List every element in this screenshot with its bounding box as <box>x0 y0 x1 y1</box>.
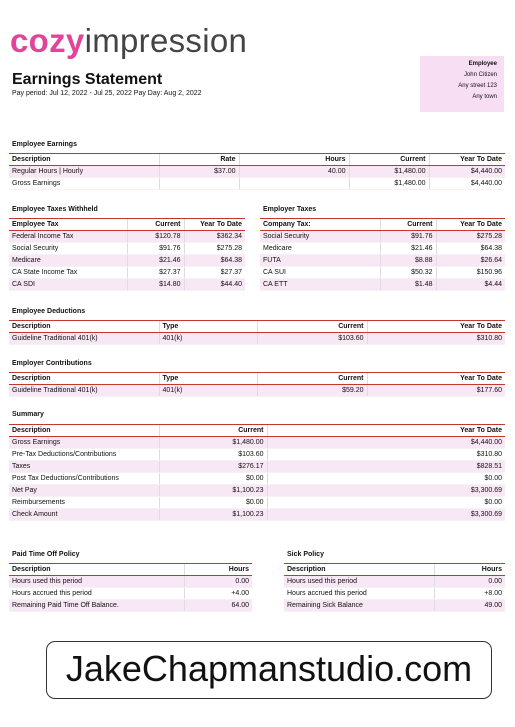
employer-taxes-table <box>260 218 505 291</box>
table-row <box>9 178 505 190</box>
table-row <box>9 509 505 521</box>
column-header: Year To Date <box>184 219 245 231</box>
table-cell: $0.00 <box>267 497 505 509</box>
table-cell: Regular Hours | Hourly <box>9 166 159 178</box>
section-title-employee-deductions: Employee Deductions <box>12 308 86 315</box>
table-row <box>284 588 505 600</box>
table-header-row <box>9 219 245 231</box>
table-cell: Guideline Traditional 401(k) <box>9 385 159 397</box>
table-cell: 0.00 <box>434 576 505 588</box>
table-row <box>9 600 252 612</box>
table-row <box>9 461 505 473</box>
table-cell: 40.00 <box>239 166 349 178</box>
table-cell: CA ETT <box>260 279 380 291</box>
section-title-employer-contributions: Employer Contributions <box>12 360 92 367</box>
table-cell: $0.00 <box>159 497 267 509</box>
table-cell: $3,300.69 <box>267 485 505 497</box>
table-cell: $177.60 <box>367 385 505 397</box>
employee-taxes-table <box>9 218 245 291</box>
watermark-banner: JakeChapmanstudio.com <box>46 641 492 699</box>
table-cell: $276.17 <box>159 461 267 473</box>
table-cell: $21.46 <box>127 255 184 267</box>
column-header: Year To Date <box>367 321 505 333</box>
employee-street: Any street 123 <box>458 83 497 89</box>
table-cell: $64.38 <box>184 255 245 267</box>
table-cell: $0.00 <box>267 473 505 485</box>
table-cell: $1,100.23 <box>159 509 267 521</box>
table-cell: $59.20 <box>257 385 367 397</box>
table-cell: CA SDI <box>9 279 127 291</box>
column-header: Current <box>257 373 367 385</box>
table-cell <box>239 178 349 190</box>
employee-info-box <box>420 56 504 112</box>
employee-heading: Employee <box>468 61 497 67</box>
column-header: Company Tax: <box>260 219 380 231</box>
table-row <box>9 385 505 397</box>
brand-logo-part1: cozy <box>10 22 85 59</box>
table-cell: Social Security <box>260 231 380 243</box>
table-cell: Hours accrued this period <box>284 588 434 600</box>
column-header: Current <box>349 154 429 166</box>
table-cell: $50.32 <box>380 267 436 279</box>
column-header: Description <box>9 154 159 166</box>
page-title: Earnings Statement <box>12 71 163 88</box>
column-header: Current <box>257 321 367 333</box>
pto-table <box>9 563 252 612</box>
table-cell: $120.78 <box>127 231 184 243</box>
table-cell: Hours used this period <box>9 576 184 588</box>
table-cell: $8.88 <box>380 255 436 267</box>
table-row <box>9 437 505 449</box>
earnings-table <box>9 153 505 190</box>
table-cell: Gross Earnings <box>9 178 159 190</box>
column-header: Employee Tax <box>9 219 127 231</box>
table-cell: Post Tax Deductions/Contributions <box>9 473 159 485</box>
table-cell: $91.76 <box>127 243 184 255</box>
table-cell: 49.00 <box>434 600 505 612</box>
table-row <box>9 576 252 588</box>
table-row <box>284 576 505 588</box>
table-row <box>9 231 245 243</box>
table-cell: $4,440.00 <box>267 437 505 449</box>
column-header: Type <box>159 321 257 333</box>
table-row <box>9 473 505 485</box>
table-row <box>284 600 505 612</box>
table-cell: 64.00 <box>184 600 252 612</box>
employee-town: Any town <box>472 94 497 100</box>
table-cell: Pre-Tax Deductions/Contributions <box>9 449 159 461</box>
table-row <box>9 449 505 461</box>
column-header: Current <box>380 219 436 231</box>
table-cell: $1,100.23 <box>159 485 267 497</box>
column-header: Description <box>9 373 159 385</box>
table-header-row <box>9 321 505 333</box>
column-header: Current <box>127 219 184 231</box>
table-cell: Hours used this period <box>284 576 434 588</box>
brand-logo-part2: impression <box>84 22 248 59</box>
table-cell: +8.00 <box>434 588 505 600</box>
table-cell: Guideline Traditional 401(k) <box>9 333 159 345</box>
table-cell: $1,480.00 <box>349 166 429 178</box>
column-header: Current <box>159 425 267 437</box>
table-cell: $1,480.00 <box>349 178 429 190</box>
table-cell: $44.40 <box>184 279 245 291</box>
table-cell: $275.28 <box>436 231 505 243</box>
table-row <box>9 333 505 345</box>
table-row <box>9 166 505 178</box>
pay-period: Pay period: Jul 12, 2022 - Jul 25, 2022 Pay Day: Aug 2, 2022 <box>12 90 202 97</box>
table-cell: $37.00 <box>159 166 239 178</box>
column-header: Year To Date <box>429 154 505 166</box>
table-cell <box>159 178 239 190</box>
section-title-employee-taxes: Employee Taxes Withheld <box>12 206 98 213</box>
table-cell: $4,440.00 <box>429 166 505 178</box>
table-row <box>9 497 505 509</box>
employer-contributions-table <box>9 372 505 397</box>
table-cell: Gross Earnings <box>9 437 159 449</box>
table-row <box>9 279 245 291</box>
column-header: Year To Date <box>367 373 505 385</box>
table-cell: $103.60 <box>159 449 267 461</box>
table-row <box>9 243 245 255</box>
table-cell: Taxes <box>9 461 159 473</box>
table-cell: $3,300.69 <box>267 509 505 521</box>
table-cell: Remaining Sick Balance <box>284 600 434 612</box>
table-cell: CA State Income Tax <box>9 267 127 279</box>
table-cell: Remaining Paid Time Off Balance. <box>9 600 184 612</box>
table-row <box>260 279 505 291</box>
column-header: Description <box>9 321 159 333</box>
table-cell: 401(k) <box>159 333 257 345</box>
table-cell: $310.80 <box>367 333 505 345</box>
sick-table <box>284 563 505 612</box>
table-cell: $362.34 <box>184 231 245 243</box>
table-row <box>260 255 505 267</box>
table-header-row <box>9 564 252 576</box>
table-cell: $4.44 <box>436 279 505 291</box>
table-cell: $21.46 <box>380 243 436 255</box>
table-cell: Reimbursements <box>9 497 159 509</box>
table-cell: $150.96 <box>436 267 505 279</box>
section-title-summary: Summary <box>12 411 44 418</box>
section-title-pto: Paid Time Off Policy <box>12 551 80 558</box>
table-header-row <box>260 219 505 231</box>
summary-table <box>9 424 505 521</box>
table-row <box>9 485 505 497</box>
column-header: Hours <box>434 564 505 576</box>
table-cell: Federal Income Tax <box>9 231 127 243</box>
section-title-earnings: Employee Earnings <box>12 141 77 148</box>
table-row <box>260 231 505 243</box>
employee-deductions-table <box>9 320 505 345</box>
column-header: Description <box>9 425 159 437</box>
table-row <box>9 255 245 267</box>
table-cell: $64.38 <box>436 243 505 255</box>
table-cell: $1,480.00 <box>159 437 267 449</box>
table-cell: $828.51 <box>267 461 505 473</box>
table-cell: $103.60 <box>257 333 367 345</box>
table-cell: Net Pay <box>9 485 159 497</box>
brand-logo <box>10 24 247 58</box>
table-cell: +4.00 <box>184 588 252 600</box>
table-header-row <box>284 564 505 576</box>
table-cell: Social Security <box>9 243 127 255</box>
column-header: Year To Date <box>436 219 505 231</box>
table-cell: $26.64 <box>436 255 505 267</box>
section-title-employer-taxes: Employer Taxes <box>263 206 317 213</box>
table-cell: Check Amount <box>9 509 159 521</box>
table-cell: Medicare <box>9 255 127 267</box>
table-row <box>260 243 505 255</box>
column-header: Rate <box>159 154 239 166</box>
column-header: Description <box>284 564 434 576</box>
table-cell: $275.28 <box>184 243 245 255</box>
table-row <box>9 588 252 600</box>
table-cell: FUTA <box>260 255 380 267</box>
table-cell: 401(k) <box>159 385 257 397</box>
table-row <box>9 267 245 279</box>
section-title-sick: Sick Policy <box>287 551 324 558</box>
table-row <box>260 267 505 279</box>
table-cell: Medicare <box>260 243 380 255</box>
table-cell: Hours accrued this period <box>9 588 184 600</box>
column-header: Hours <box>184 564 252 576</box>
table-cell: $310.80 <box>267 449 505 461</box>
table-cell: $1.48 <box>380 279 436 291</box>
table-cell: 0.00 <box>184 576 252 588</box>
table-cell: $0.00 <box>159 473 267 485</box>
table-cell: $27.37 <box>127 267 184 279</box>
table-cell: $27.37 <box>184 267 245 279</box>
table-header-row <box>9 373 505 385</box>
column-header: Description <box>9 564 184 576</box>
table-cell: $14.80 <box>127 279 184 291</box>
column-header: Year To Date <box>267 425 505 437</box>
column-header: Type <box>159 373 257 385</box>
table-cell: $4,440.00 <box>429 178 505 190</box>
table-header-row <box>9 425 505 437</box>
column-header: Hours <box>239 154 349 166</box>
table-cell: CA SUI <box>260 267 380 279</box>
table-header-row <box>9 154 505 166</box>
employee-name: John Citizen <box>463 72 497 78</box>
table-cell: $91.76 <box>380 231 436 243</box>
